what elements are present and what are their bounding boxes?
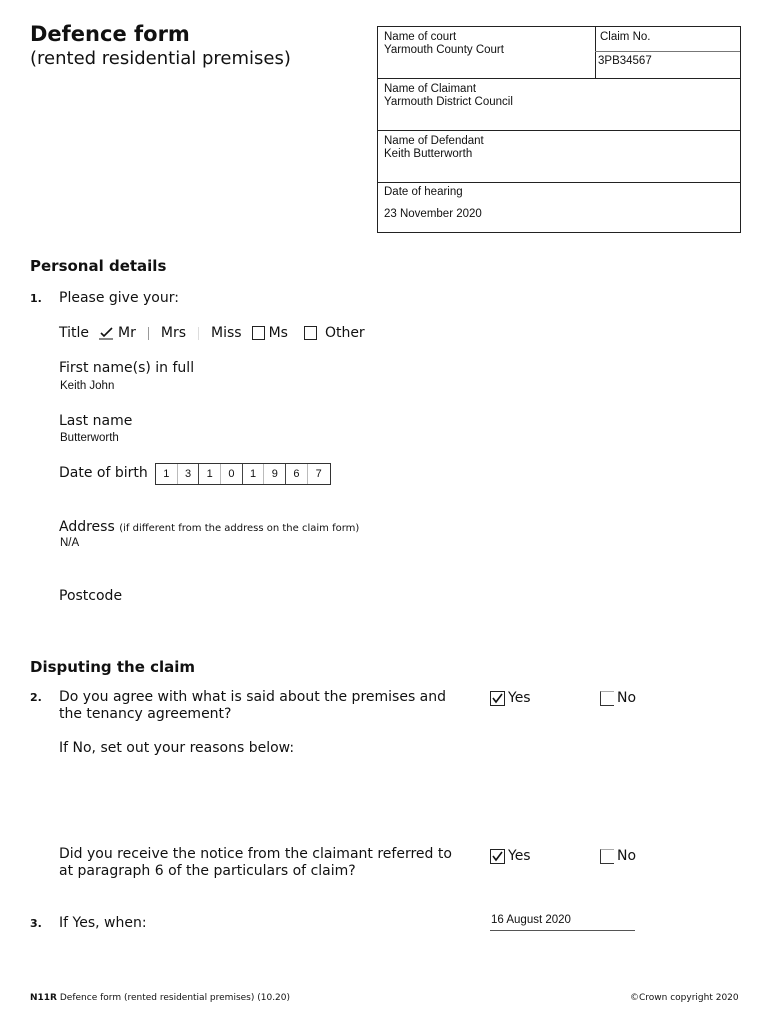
notice-date-underline	[490, 930, 635, 931]
notice-date-value[interactable]: 16 August 2020	[491, 914, 571, 926]
q2-text-line1: Do you agree with what is said about the premises and	[59, 689, 447, 705]
q2-yes-option[interactable]	[490, 690, 531, 706]
notice-no-option[interactable]	[600, 848, 636, 864]
court-info-box	[377, 26, 741, 233]
title-options-row	[59, 325, 365, 341]
yes-label: Yes	[508, 848, 531, 864]
court-name-value[interactable]: Yarmouth County Court	[384, 44, 504, 56]
last-name-label: Last name	[59, 413, 133, 429]
checkbox-yes-checked[interactable]	[490, 849, 505, 864]
dob-digit[interactable]: 1	[243, 464, 265, 484]
dob-digit[interactable]: 1	[199, 464, 221, 484]
option-other: Other	[324, 325, 365, 341]
title-label: Title	[59, 325, 90, 341]
dob-digit[interactable]: 1	[156, 464, 178, 484]
dob-digit[interactable]: 9	[264, 464, 286, 484]
no-label: No	[617, 848, 637, 864]
checkbox-miss[interactable]	[198, 327, 199, 340]
question-number: 2.	[30, 691, 42, 704]
dob-label: Date of birth	[59, 465, 148, 481]
dob-digit[interactable]: 7	[315, 468, 322, 480]
last-name-value[interactable]: Butterworth	[60, 432, 119, 444]
dob-field[interactable]	[155, 463, 331, 485]
checkbox-mr-checked[interactable]	[99, 326, 115, 340]
question-text: Please give your:	[59, 290, 179, 306]
option-ms: Ms	[268, 325, 288, 341]
row-divider	[378, 182, 740, 183]
q2-text-line2: the tenancy agreement?	[59, 706, 232, 722]
court-name-label: Name of court	[384, 31, 457, 43]
notice-yes-option[interactable]	[490, 848, 531, 864]
form-subtitle: (rented residential premises)	[30, 48, 291, 69]
claim-no-label: Claim No.	[600, 31, 651, 43]
claim-no-divider	[595, 27, 596, 78]
address-label: Address	[59, 519, 115, 535]
claim-no-underline	[595, 51, 740, 52]
form-title: Defence form	[30, 22, 190, 46]
divider	[148, 327, 149, 340]
claim-no-value[interactable]: 3PB34567	[598, 55, 652, 67]
footer-form-id	[30, 993, 290, 1003]
checkbox-no[interactable]	[600, 691, 614, 706]
postcode-label: Postcode	[59, 588, 123, 604]
checkbox-ms[interactable]	[252, 326, 265, 340]
dob-digit[interactable]: 6	[286, 464, 308, 484]
checkbox-yes-checked[interactable]	[490, 691, 505, 706]
reasons-label: If No, set out your reasons below:	[59, 740, 295, 756]
row-divider	[378, 130, 740, 131]
personal-details-heading: Personal details	[30, 257, 167, 275]
first-name-value[interactable]: Keith John	[60, 380, 115, 392]
hearing-date-label: Date of hearing	[384, 186, 463, 198]
option-mrs: Mrs	[160, 325, 186, 341]
dob-digit[interactable]: 0	[221, 464, 243, 484]
q3-text: If Yes, when:	[59, 915, 147, 931]
q2-no-option[interactable]	[600, 690, 636, 706]
dob-digit[interactable]: 3	[178, 464, 200, 484]
checkbox-other[interactable]	[304, 326, 317, 340]
hearing-date-value[interactable]: 23 November 2020	[384, 208, 482, 220]
copyright: ©Crown copyright 2020	[630, 993, 739, 1003]
claimant-value[interactable]: Yarmouth District Council	[384, 96, 513, 108]
no-label: No	[617, 690, 637, 706]
address-note: (if different from the address on the claim form)	[119, 523, 360, 534]
question-number: 1.	[30, 292, 42, 305]
form-code: N11R	[30, 993, 57, 1003]
question-number: 3.	[30, 917, 42, 930]
notice-text-line1: Did you receive the notice from the claimant referred to	[59, 846, 452, 862]
first-name-label: First name(s) in full	[59, 360, 195, 376]
notice-text-line2: at paragraph 6 of the particulars of claim?	[59, 863, 356, 879]
address-value[interactable]: N/A	[60, 537, 80, 549]
option-miss: Miss	[211, 325, 242, 341]
disputing-claim-heading: Disputing the claim	[30, 658, 196, 676]
defendant-label: Name of Defendant	[384, 135, 484, 147]
checkbox-no[interactable]	[600, 849, 614, 864]
row-divider	[378, 78, 740, 79]
address-label-row	[59, 518, 359, 536]
option-mr: Mr	[118, 325, 136, 341]
claimant-label: Name of Claimant	[384, 83, 477, 95]
yes-label: Yes	[508, 690, 531, 706]
defendant-value[interactable]: Keith Butterworth	[384, 148, 473, 160]
form-name: Defence form (rented residential premises) (10.20)	[59, 993, 291, 1003]
